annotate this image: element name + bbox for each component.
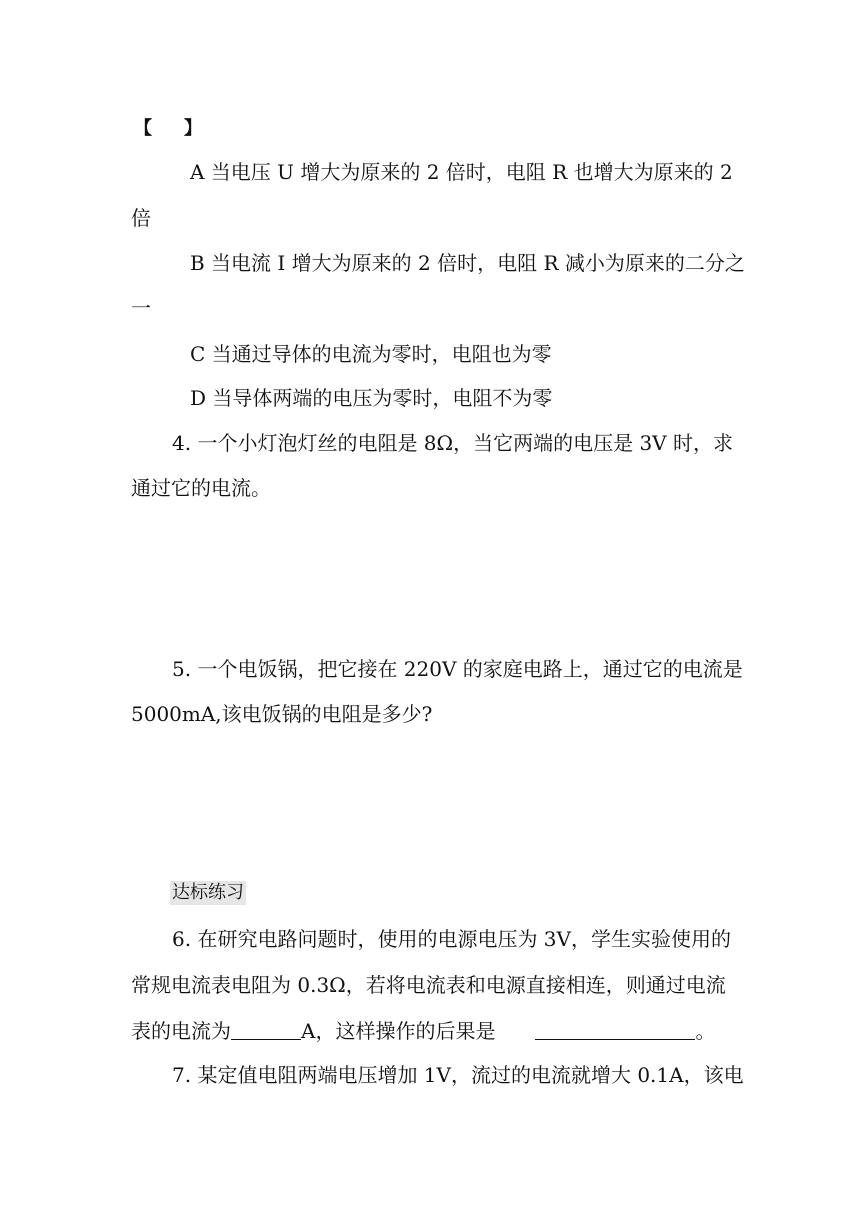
bracket-close: 】 (184, 118, 202, 139)
section-heading: 达标练习 (172, 882, 244, 903)
question-4-line1: 4. 一个小灯泡灯丝的电阻是 8Ω，当它两端的电压是 3V 时，求 (172, 431, 733, 455)
question-6-line1: 6. 在研究电路问题时，使用的电源电压为 3V，学生实验使用的 (172, 927, 731, 951)
question-6-line2: 常规电流表电阻为 0.3Ω，若将电流表和电源直接相连，则通过电流 (131, 973, 726, 997)
question-4-line2: 通过它的电流。 (131, 476, 271, 500)
question-5-line2: 5000mA,该电饭锅的电阻是多少? (131, 702, 433, 726)
question-5-line1: 5. 一个电饭锅，把它接在 220V 的家庭电路上，通过它的电流是 (172, 657, 743, 681)
option-c: C 当通过导体的电流为零时，电阻也为零 (190, 342, 552, 366)
answer-blank-current[interactable] (231, 1019, 301, 1040)
option-b-line1: B 当电流 I 增大为原来的 2 倍时，电阻 R 减小为原来的二分之 (190, 251, 745, 275)
q6-unit: A，这样操作的后果是 (301, 1019, 496, 1043)
option-a-line2: 倍 (131, 206, 151, 230)
question-6-line3 (131, 1019, 715, 1043)
q6-end: 。 (695, 1019, 716, 1043)
question-7-line1: 7. 某定值电阻两端电压增加 1V，流过的电流就增大 0.1A，该电 (172, 1063, 744, 1087)
option-b-line2: 一 (131, 296, 151, 320)
q6-prefix: 表的电流为 (131, 1019, 231, 1043)
option-a-line1: A 当电压 U 增大为原来的 2 倍时，电阻 R 也增大为原来的 2 (190, 160, 733, 184)
bracket-open: 【 (134, 118, 152, 139)
answer-bracket (134, 117, 202, 141)
answer-blank-consequence[interactable] (535, 1019, 695, 1040)
option-d: D 当导体两端的电压为零时，电阻不为零 (190, 386, 553, 410)
